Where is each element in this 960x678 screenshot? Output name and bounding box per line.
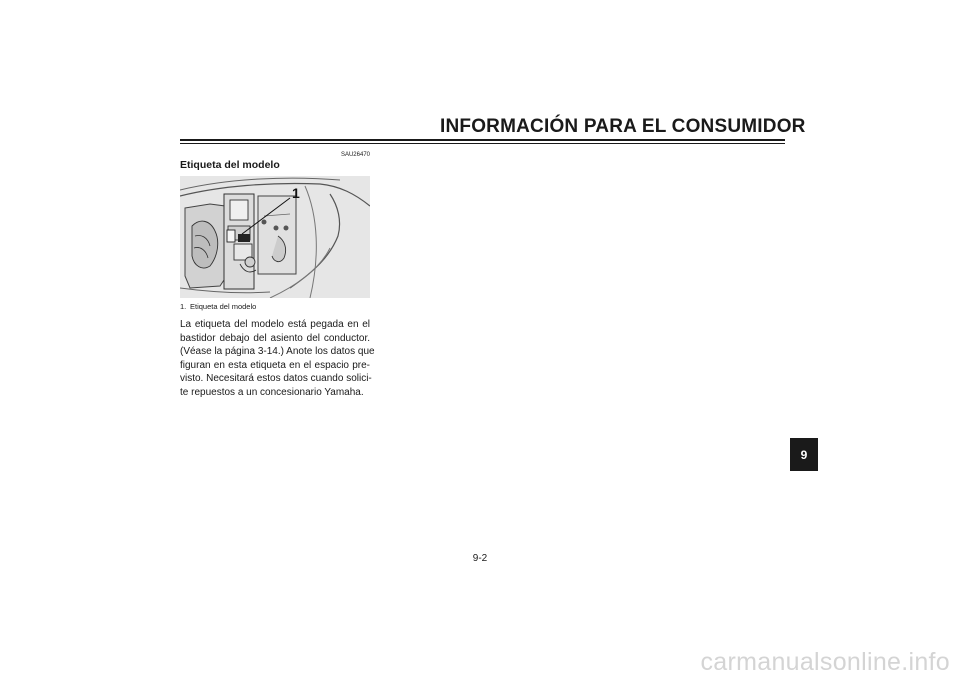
body-paragraph (180, 318, 375, 400)
page-title: INFORMACIÓN PARA EL CONSUMIDOR (440, 116, 806, 137)
title-rule-thin (180, 143, 785, 144)
chapter-tab: 9 (790, 438, 818, 471)
figure-caption (180, 302, 256, 312)
watermark: carmanualsonline.info (700, 648, 950, 676)
body-line: figuran en esta etiqueta en el espacio pre- (180, 359, 370, 371)
callout-number: 1 (292, 185, 300, 201)
section-code: SAU26470 (340, 152, 370, 158)
body-line: te repuestos a un concesionario Yamaha. (180, 386, 364, 398)
title-rule (180, 139, 785, 141)
model-label-illustration (180, 176, 370, 298)
caption-number: 1. (180, 302, 187, 311)
body-line: (Véase la página 3-14.) Anote los datos que (180, 346, 375, 358)
body-line: visto. Necesitará estos datos cuando solici- (180, 373, 372, 385)
caption-text: Etiqueta del modelo (190, 302, 257, 311)
body-line: La etiqueta del modelo está pegada en el (180, 319, 370, 330)
illustration-drawing (180, 176, 370, 298)
page-number: 9-2 (472, 553, 488, 564)
body-line: bastidor debajo del asiento del conductor. (180, 332, 370, 344)
section-heading: Etiqueta del modelo (180, 159, 280, 171)
